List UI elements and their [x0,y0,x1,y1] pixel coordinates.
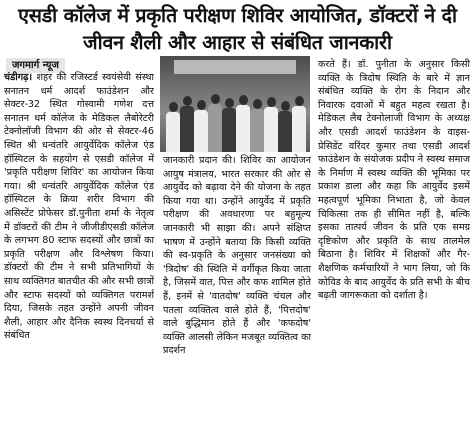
article-byline: जगमार्ग न्यूज [6,58,65,73]
article-column-1 [4,71,154,429]
photo-person [194,100,208,152]
photo-person [278,101,292,152]
article-column-3 [318,58,470,429]
article-headline: एसडी कॉलेज में प्रकृति परीक्षण शिविर आयोजित, डॉक्टरों ने दी जीवन शैली और आहार से संबंधित जानकारी [18,4,457,54]
photo-person [166,102,180,152]
photo-person [208,94,222,152]
article-column-2-text: जानकारी प्रदान की। शिविर का आयोजन आयुष मंत्रालय, भारत सरकार की ओर से आयुर्वेद को बढ़ावा देने की योजना के तहत किया गया था। उन्होंने आयुर्वेद में प्रकृति परीक्षण की अवधारणा पर बहुमूल्य जानकारी भी साझा की। अपने संक्षिप्त भाषण में उन्होंने बताया कि किसी व्यक्ति की स्व-प्रकृति के अनुसार जनसंख्या को 'त्रिदोष' की स्थिति में वर्गीकृत किया जाता है, जिसमें वात, पित्त और कफ शामिल होते हैं, इनमें से 'वातदोष' व्यक्ति चंचल और पतला व्यक्तित्व वाले होते हैं, 'पित्तदोष' वाले बुद्धिमान होते हैं और 'कफदोष' व्यक्ति आलसी लेकिन मजबूत व्यक्तित्व का प्रदर्शन [163,155,311,357]
photo-person [292,96,306,152]
article-dateline: चंडीगढ़। [4,72,33,83]
event-group-photo [160,56,310,152]
photo-person [180,96,194,152]
photo-person [222,98,236,152]
article-column-2 [163,154,311,429]
article-column-1-text: शहर की रजिस्टर्ड स्वयंसेवी संस्था सनातन धर्म आदर्श फाउंडेशन और सेक्टर-32 स्थित गोस्वामी गणेश दत्त सनातन धर्म कॉलेज के मेडिकल लैबोरेटरी टेक्नोलॉजी विभाग की ओर से सेक्टर-46 स्थित श्री धन्वंतरि आयुर्वेदिक कॉलेज एंड हॉस्पिटल के सहयोग से एसडी कॉलेज में 'प्रकृति परीक्षण शिविर' का आयोजन किया गया। श्री धन्वंतरि आयुर्वेदिक कॉलेज एंड हॉस्पिटल के क्रिया शरीर विभाग की असिस्टेंट प्रोफेसर डॉ.पुनीता शर्मा के नेतृत्व में डॉक्टरों की टीम ने जीजीडीएसडी कॉलेज के लगभग 80 स्टाफ सदस्यों और छात्रों का प्रकृति परीक्षण और विश्लेषण किया। डॉक्टरों की टीम ने सभी प्रतिभागियों के साथ व्यक्तिगत बातचीत की और सभी छात्रों और स्टाफ सदस्यों को व्यक्तिगत परामर्श दिया, जिसके तहत उन्होंने अपनी जीवन शैली, आहार और दैनिक स्वस्थ दिनचर्या से संबंधित [4,72,154,342]
photo-person [250,99,264,152]
photo-person [264,97,278,152]
article-column-3-text: करते हैं। डॉ. पुनीता के अनुसार किसी व्यक्ति के त्रिदोष स्थिति के बारे में ज्ञान संबंधित व्यक्ति के रोग के निदान और निवारक दवाओं में बहुत महत्व रखता है। मेडिकल लैब टेक्नोलाजी विभाग के अध्यक्ष और एसडी आदर्श फाउंडेशन के वाइस-प्रेसिडेंट वरिंदर कुमार तथा एसडी आदर्श फाउंडेशन के संयोजक प्रदीप ने स्वस्थ समाज के निर्माण में स्वस्थ व्यक्ति की भूमिका पर प्रकाश डाला और कहा कि आयुर्वेद इसमें महत्वपूर्ण भूमिका निभाता है, जो केवल चिकित्सा तक ही सीमित नहीं है, बल्कि इसका तात्पर्य जीवन के प्रति एक समग्र दृष्टिकोण और प्रकृति के साथ तालमेल बिठाना है। शिविर में शिक्षकों और गैर-शैक्षणिक कर्मचारियों ने भाग लिया, जो कि कोविड के बाद आयुर्वेद के प्रति सभी के बीच बढ़ती जागरूकता को दर्शाता है। [318,59,470,302]
photo-person [236,95,250,152]
photo-backdrop-banner [174,60,296,74]
